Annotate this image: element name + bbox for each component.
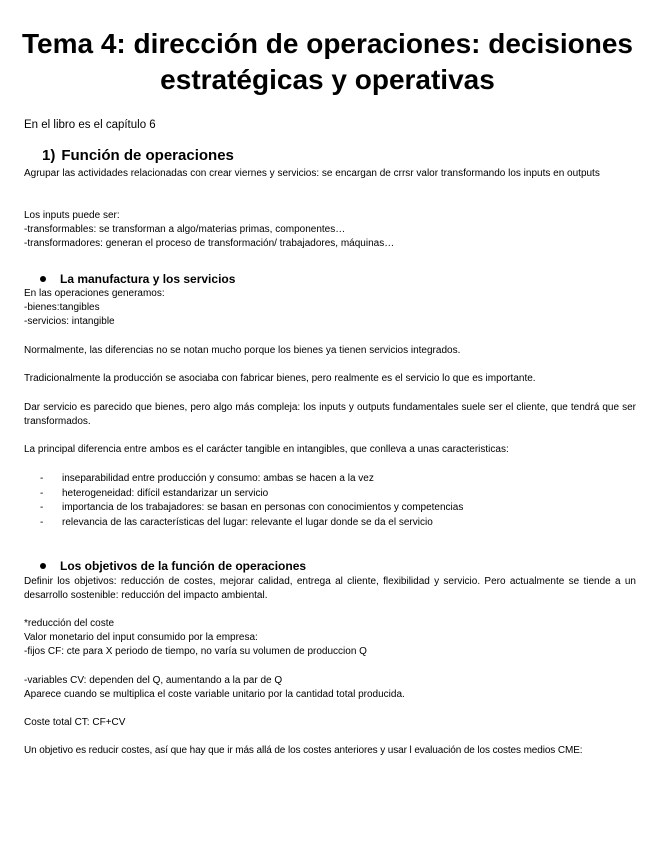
inputs-transformables: -transformables: se transforman a algo/materias primas, componentes…	[24, 224, 346, 235]
operations-servicios: -servicios: intangible	[24, 316, 115, 327]
section-1-number: 1)	[42, 147, 56, 164]
inputs-intro: Los inputs puede ser:	[24, 210, 120, 221]
section-2-title: La manufactura y los servicios	[60, 272, 236, 286]
list-item: - inseparabilidad entre producción y consumo: ambas se hacen a la vez	[40, 472, 463, 487]
bullet-icon	[40, 276, 46, 282]
section-2-paragraph-1	[24, 287, 636, 329]
section-3-paragraph-1: Definir los objetivos: reducción de costes, mejorar calidad, entrega al cliente, flexibilidad y servicio. Pero actualmente se tiende a un desarrollo sostenible: reducción del impacto ambiental.	[24, 576, 636, 601]
section-3-paragraph-5: Un objetivo es reducir costes, así que hay que ir más allá de los costes anteriores y usar l evaluación de los costes medios CME:	[24, 745, 583, 756]
document-title	[0, 26, 655, 98]
section-2-heading	[40, 272, 235, 287]
list-item: - importancia de los trabajadores: se basan en personas con conocimientos y competencias	[40, 501, 463, 516]
section-2-paragraph-3: Tradicionalmente la producción se asociaba con fabricar bienes, pero realmente es el servicio lo que es importante.	[24, 373, 536, 384]
cost-definition: Valor monetario del input consumido por la empresa:	[24, 632, 258, 643]
operations-intro: En las operaciones generamos:	[24, 288, 165, 299]
section-3-paragraph-3	[24, 674, 636, 702]
fixed-costs: -fijos CF: cte para X periodo de tiempo, no varía su volumen de produccion Q	[24, 646, 367, 657]
section-3-heading	[40, 559, 306, 574]
section-2-paragraph-5: La principal diferencia entre ambos es el carácter tangible en intangibles, que conlleva a unas caracteristicas:	[24, 444, 509, 455]
dash-icon: -	[40, 502, 44, 513]
section-3-paragraph-2	[24, 617, 636, 659]
section-2-paragraph-4: Dar servicio es parecido que bienes, pero algo más compleja: los inputs y outputs fundamentales suele ser el cliente, que tendrá que ser transformados.	[24, 402, 636, 427]
dash-icon: -	[40, 516, 44, 528]
title-line-2: estratégicas y operativas	[160, 64, 495, 95]
dash-icon: -	[40, 487, 44, 499]
section-2-paragraph-2: Normalmente, las diferencias no se notan mucho porque los bienes ya tienen servicios integrados.	[24, 345, 461, 356]
bullet-icon	[40, 563, 46, 569]
list-item: - heterogeneidad: difícil estandarizar un servicio	[40, 487, 463, 502]
title-line-1: Tema 4: dirección de operaciones: decisiones	[21, 28, 634, 59]
variable-costs-explanation: Aparece cuando se multiplica el coste variable unitario por la cantidad total producida.	[24, 689, 405, 700]
section-1-paragraph-2	[24, 209, 636, 251]
list-item: - relevancia de las características del lugar: relevante el lugar donde se da el servicio	[40, 516, 463, 531]
total-cost: Coste total CT: CF+CV	[24, 717, 126, 728]
section-1-paragraph-1: Agrupar las actividades relacionadas con crear viernes y servicios: se encargan de crrsr valor transformando los inputs en outputs	[24, 168, 600, 179]
section-1-heading	[42, 147, 234, 165]
section-3-title: Los objetivos de la función de operaciones	[60, 559, 307, 573]
section-1-title: Función de operaciones	[61, 147, 234, 164]
operations-bienes: -bienes:tangibles	[24, 302, 100, 313]
cost-reduction-heading: *reducción del coste	[24, 618, 115, 629]
variable-costs: -variables CV: dependen del Q, aumentando a la par de Q	[24, 675, 283, 686]
dash-icon: -	[40, 473, 44, 484]
inputs-transformadores: -transformadores: generan el proceso de transformación/ trabajadores, máquinas…	[24, 238, 395, 249]
characteristics-list	[40, 472, 463, 530]
intro-text: En el libro es el capítulo 6	[24, 119, 156, 131]
